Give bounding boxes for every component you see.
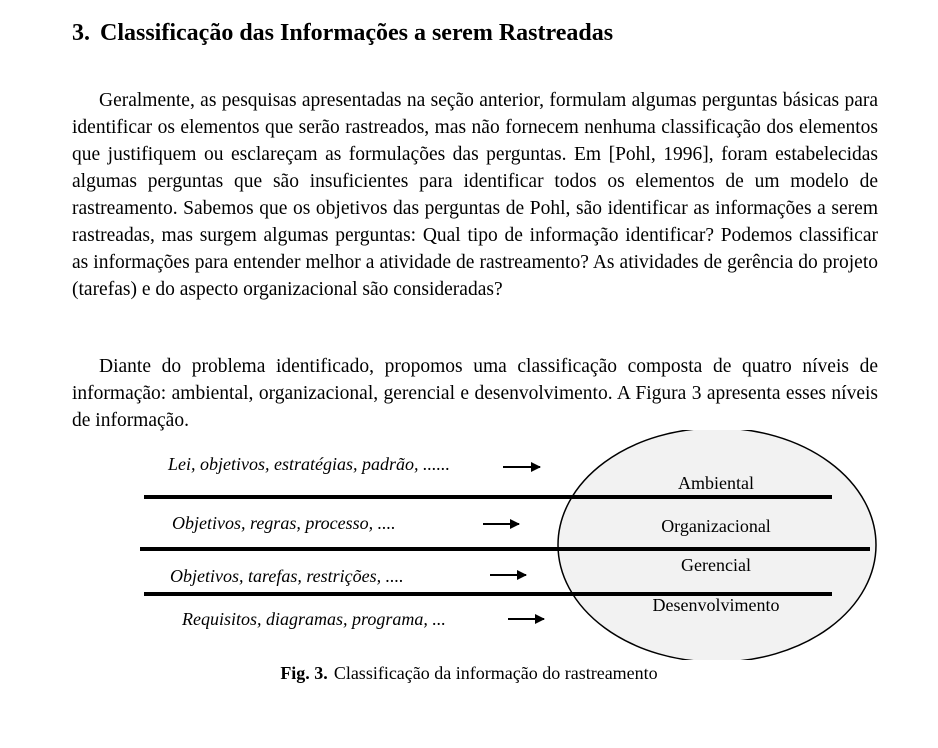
item-label-desenvolvimento: Requisitos, diagramas, programa, ...: [182, 609, 446, 629]
figure-caption: [0, 663, 938, 684]
levels-ellipse: [558, 430, 876, 660]
item-label-ambiental: Lei, objetivos, estratégias, padrão, ......: [168, 454, 450, 474]
figure-caption-text: Classificação da informação do rastreamento: [333, 663, 658, 683]
section-title: Classificação das Informações a serem Rastreadas: [100, 20, 614, 46]
figure-caption-label: Fig. 3.: [280, 663, 328, 683]
item-label-gerencial: Objetivos, tarefas, restrições, ....: [170, 566, 404, 586]
item-label-organizacional: Objetivos, regras, processo, ....: [172, 513, 396, 533]
level-ambiental: Ambiental: [678, 473, 754, 493]
paragraph-1: Geralmente, as pesquisas apresentadas na seção anterior, formulam algumas perguntas básicas para identificar os elementos que serão rastreados, mas não fornecem nenhuma classificação dos elementos que justifiquem ou esclareçam as formulações das perguntas. Em [Pohl, 1996], foram estabelecidas algumas perguntas que são insuficientes para identificar todos os elementos de um modelo de rastreamento. Sabemos que os objetivos das perguntas de Pohl, são identificar as informações a serem rastreadas, mas surgem algumas perguntas: Qual tipo de informação identificar? Podemos classificar as informações para entender melhor a atividade de rastreamento? As atividades de gerência do projeto (tarefas) e do aspecto organizacional são consideradas?: [72, 90, 878, 300]
section-heading: [72, 20, 613, 47]
level-gerencial: Gerencial: [681, 555, 751, 575]
level-desenvolvimento: Desenvolvimento: [652, 595, 780, 615]
paragraph-2: Diante do problema identificado, propomos uma classificação composta de quatro níveis de informação: ambiental, organizacional, gerencial e desenvolvimento. A Figura 3 apresenta esses níveis de informação.: [72, 356, 878, 431]
section-number: 3.: [72, 20, 90, 46]
classification-diagram: [0, 430, 938, 660]
level-organizacional: Organizacional: [661, 516, 771, 536]
